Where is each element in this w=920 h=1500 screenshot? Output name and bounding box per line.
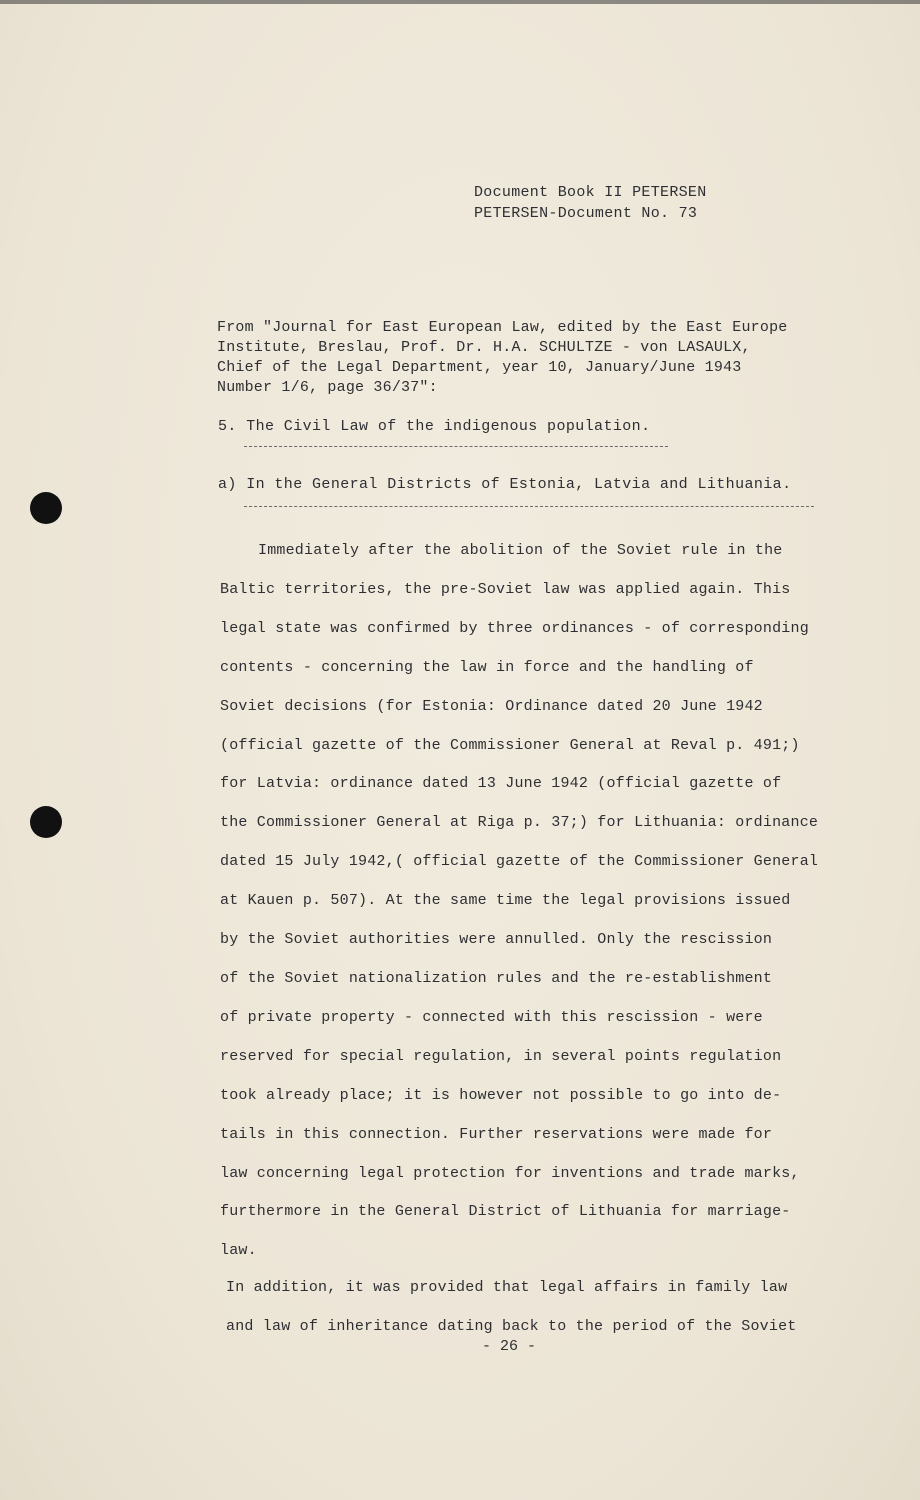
source-line: Chief of the Legal Department, year 10, January/June 1943 [217,359,742,376]
body-line: took already place; it is however not possible to go into de- [220,1086,782,1104]
source-citation [217,318,857,398]
body-line: law concerning legal protection for inventions and trade marks, [220,1164,800,1182]
body-line: reserved for special regulation, in several points regulation [220,1047,782,1065]
body-line: contents - concerning the law in force and the handling of [220,658,754,676]
body-line: (official gazette of the Commissioner General at Reval p. 491;) [220,736,800,754]
body-line: by the Soviet authorities were annulled. Only the rescission [220,931,773,949]
body-line: the Commissioner General at Riga p. 37;) for Lithuania: ordinance [220,814,819,832]
body-line: Immediately after the abolition of the Soviet rule in the [258,542,783,559]
body-paragraph [220,532,860,1271]
punch-hole-lower [30,806,62,838]
section-heading-underline [244,446,668,447]
page-number: - 26 - [482,1338,537,1355]
body-line: for Latvia: ordinance dated 13 June 1942 (official gazette of [220,775,782,793]
subsection-heading: a) In the General Districts of Estonia, Latvia and Lithuania. [218,476,792,493]
source-line: From "Journal for East European Law, edited by the East Europe [217,319,788,336]
closing-line: In addition, it was provided that legal affairs in family law [226,1279,788,1296]
body-line: Soviet decisions (for Estonia: Ordinance dated 20 June 1942 [220,697,763,715]
body-line: dated 15 July 1942,( official gazette of the Commissioner General [220,853,819,871]
body-line: tails in this connection. Further reservations were made for [220,1125,773,1143]
document-reference [474,182,707,224]
body-line: of the Soviet nationalization rules and the re-establishment [220,969,773,987]
punch-hole-upper [30,492,62,524]
body-line: legal state was confirmed by three ordinances - of corresponding [220,619,809,637]
source-line: Number 1/6, page 36/37": [217,379,438,396]
page-top-edge [0,0,920,4]
source-line: Institute, Breslau, Prof. Dr. H.A. SCHULTZE - von LASAULX, [217,339,751,356]
body-line: law. [220,1242,257,1260]
closing-paragraph [226,1268,866,1346]
body-line: furthermore in the General District of Lithuania for marriage- [220,1203,791,1221]
body-line: Baltic territories, the pre-Soviet law was applied again. This [220,580,791,598]
subsection-heading-underline [244,506,814,507]
body-line: of private property - connected with this rescission - were [220,1008,763,1026]
document-book-line: Document Book II PETERSEN [474,184,707,201]
closing-line: and law of inheritance dating back to the period of the Soviet [226,1318,797,1335]
body-line: at Kauen p. 507). At the same time the legal provisions issued [220,892,791,910]
document-number-line: PETERSEN-Document No. 73 [474,205,698,222]
section-heading: 5. The Civil Law of the indigenous population. [218,418,651,435]
